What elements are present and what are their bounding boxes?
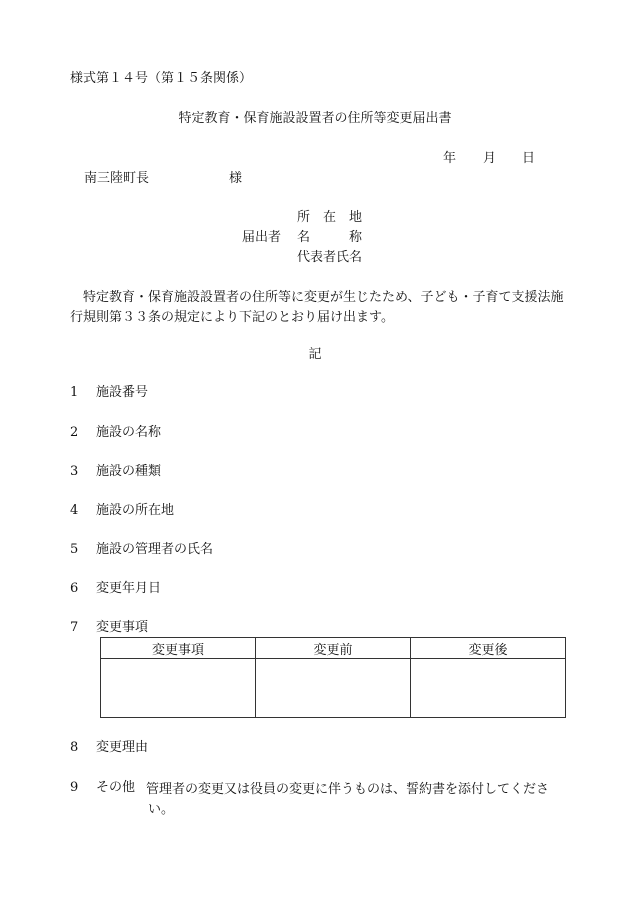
item-number: 6 [70,581,79,596]
item-label: 施設の名称 [96,425,162,440]
table-header-before: 変更前 [256,638,411,659]
date-month: 月 [483,151,497,166]
item-number: 8 [70,740,79,755]
item-label: 変更事項 [96,620,149,635]
date-year: 年 [443,151,457,166]
item-label: 変更理由 [96,740,149,755]
item-number: 9 [70,780,79,795]
item-label: 変更年月日 [96,581,162,596]
item-label: 施設の種類 [96,464,162,479]
table-header-item: 変更事項 [101,638,256,659]
item-number: 4 [70,503,79,518]
item-label: その他 [96,780,136,795]
document-title: 特定教育・保育施設設置者の住所等変更届出書 [178,111,452,126]
item-number: 1 [70,385,79,400]
other-note: 管理者の変更又は役員の変更に伴うものは、誓約書を添付してください。 [146,782,550,817]
table-header-after: 変更後 [411,638,566,659]
changes-table [100,637,566,718]
table-cell-before[interactable] [256,659,411,718]
item-number: 3 [70,464,79,479]
date-day: 日 [522,151,536,166]
addressee-honorific: 様 [229,171,243,186]
field-name-label: 名 称 [297,230,363,245]
field-address-label: 所 在 地 [297,210,363,225]
form-number: 様式第１４号（第１５条関係） [70,71,253,86]
body-text: 特定教育・保育施設設置者の住所等に変更が生じたため、子ども・子育て支援法施行規則第３３条の規定により下記のとおり届け出ます。 [70,290,564,325]
item-number: 2 [70,425,79,440]
item-label: 施設の管理者の氏名 [96,542,214,557]
field-representative-label: 代表者氏名 [297,250,363,265]
ki-heading: 記 [308,347,322,362]
item-number: 5 [70,542,79,557]
table-cell-item[interactable] [101,659,256,718]
item-number: 7 [70,620,79,635]
applicant-label: 届出者 [242,230,282,245]
table-cell-after[interactable] [411,659,566,718]
item-label: 施設番号 [96,385,149,400]
item-label: 施設の所在地 [96,503,175,518]
addressee-name: 南三陸町長 [84,171,150,186]
